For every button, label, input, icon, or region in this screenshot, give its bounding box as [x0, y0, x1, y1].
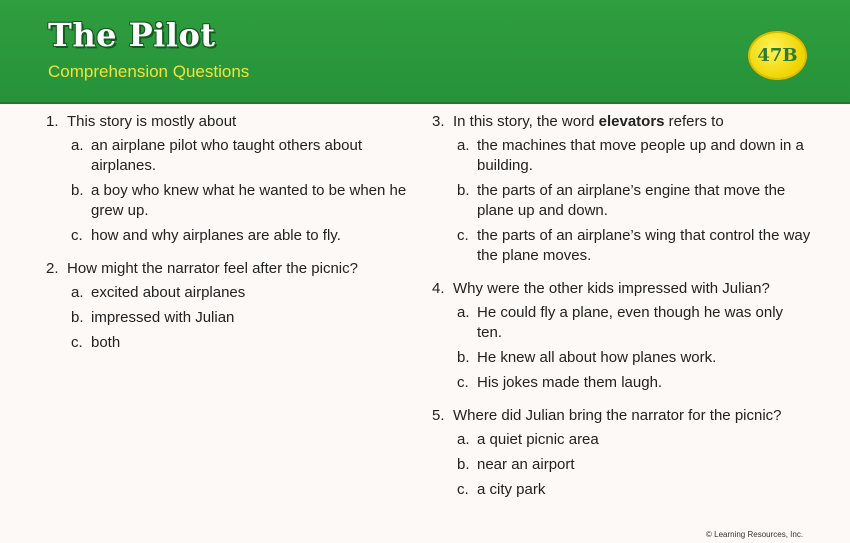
answer-option: [457, 136, 812, 176]
question-2: [46, 259, 416, 353]
page-subtitle: Comprehension Questions: [48, 62, 250, 81]
card-number-badge: 47B: [748, 31, 807, 80]
answer-option: [71, 308, 416, 328]
option-letter: a.: [457, 137, 470, 154]
option-letter: c.: [71, 227, 83, 244]
answer-option: [457, 348, 812, 368]
option-text: excited about airplanes: [91, 284, 246, 301]
question-number: 1.: [46, 113, 59, 130]
answer-option: [71, 283, 416, 303]
option-text: He knew all about how planes work.: [477, 349, 717, 366]
copyright-notice: © Learning Resources, Inc.: [706, 530, 804, 539]
option-letter: c.: [457, 481, 469, 498]
answer-option: [457, 181, 812, 221]
question-number: 4.: [432, 280, 445, 297]
question-1: [46, 112, 416, 246]
option-letter: a.: [457, 431, 470, 448]
header-banner: [0, 0, 850, 104]
option-letter: b.: [71, 309, 84, 326]
question-number: 2.: [46, 260, 59, 277]
question-keyword: elevators: [598, 113, 665, 130]
answer-option: [71, 333, 416, 353]
option-text: a boy who knew what he wanted to be when he grew up.: [91, 182, 407, 219]
option-text: the machines that move people up and down in a building.: [477, 137, 804, 174]
option-letter: b.: [71, 182, 84, 199]
option-text: the parts of an airplane’s engine that move the plane up and down.: [477, 182, 786, 219]
answer-option: [457, 373, 812, 393]
option-letter: a.: [71, 284, 84, 301]
answer-option: [457, 226, 812, 266]
question-text: [453, 112, 812, 132]
option-text: an airplane pilot who taught others about airplanes.: [91, 137, 363, 174]
question-text-before: In this story, the word: [453, 113, 599, 130]
answer-option: [71, 181, 416, 221]
answer-option: [71, 136, 416, 176]
option-text: the parts of an airplane’s wing that control the way the plane moves.: [477, 227, 811, 264]
answer-option: [457, 455, 812, 475]
question-text: This story is mostly about: [67, 113, 237, 130]
question-text: Why were the other kids impressed with Julian?: [453, 280, 770, 297]
question-3: [432, 112, 812, 266]
page-title: The Pilot: [48, 16, 216, 54]
option-text: a city park: [477, 481, 546, 498]
question-4: [432, 279, 812, 393]
option-letter: a.: [71, 137, 84, 154]
answer-option: [71, 226, 416, 246]
left-column: [46, 112, 416, 366]
right-column: [432, 112, 812, 513]
question-text: How might the narrator feel after the picnic?: [67, 260, 358, 277]
option-text: impressed with Julian: [91, 309, 235, 326]
question-text: Where did Julian bring the narrator for the picnic?: [453, 407, 782, 424]
option-text: a quiet picnic area: [477, 431, 599, 448]
option-letter: b.: [457, 456, 470, 473]
answer-option: [457, 480, 812, 500]
option-text: how and why airplanes are able to fly.: [91, 227, 341, 244]
option-text: His jokes made them laugh.: [477, 374, 663, 391]
question-text-after: refers to: [664, 113, 724, 130]
option-letter: c.: [457, 374, 469, 391]
option-letter: a.: [457, 304, 470, 321]
option-text: near an airport: [477, 456, 575, 473]
option-text: He could fly a plane, even though he was only ten.: [477, 304, 784, 341]
option-text: both: [91, 334, 121, 351]
question-number: 3.: [432, 113, 445, 130]
question-5: [432, 406, 812, 500]
option-letter: c.: [457, 227, 469, 244]
answer-option: [457, 303, 812, 343]
option-letter: b.: [457, 182, 470, 199]
question-number: 5.: [432, 407, 445, 424]
answer-option: [457, 430, 812, 450]
option-letter: b.: [457, 349, 470, 366]
option-letter: c.: [71, 334, 83, 351]
